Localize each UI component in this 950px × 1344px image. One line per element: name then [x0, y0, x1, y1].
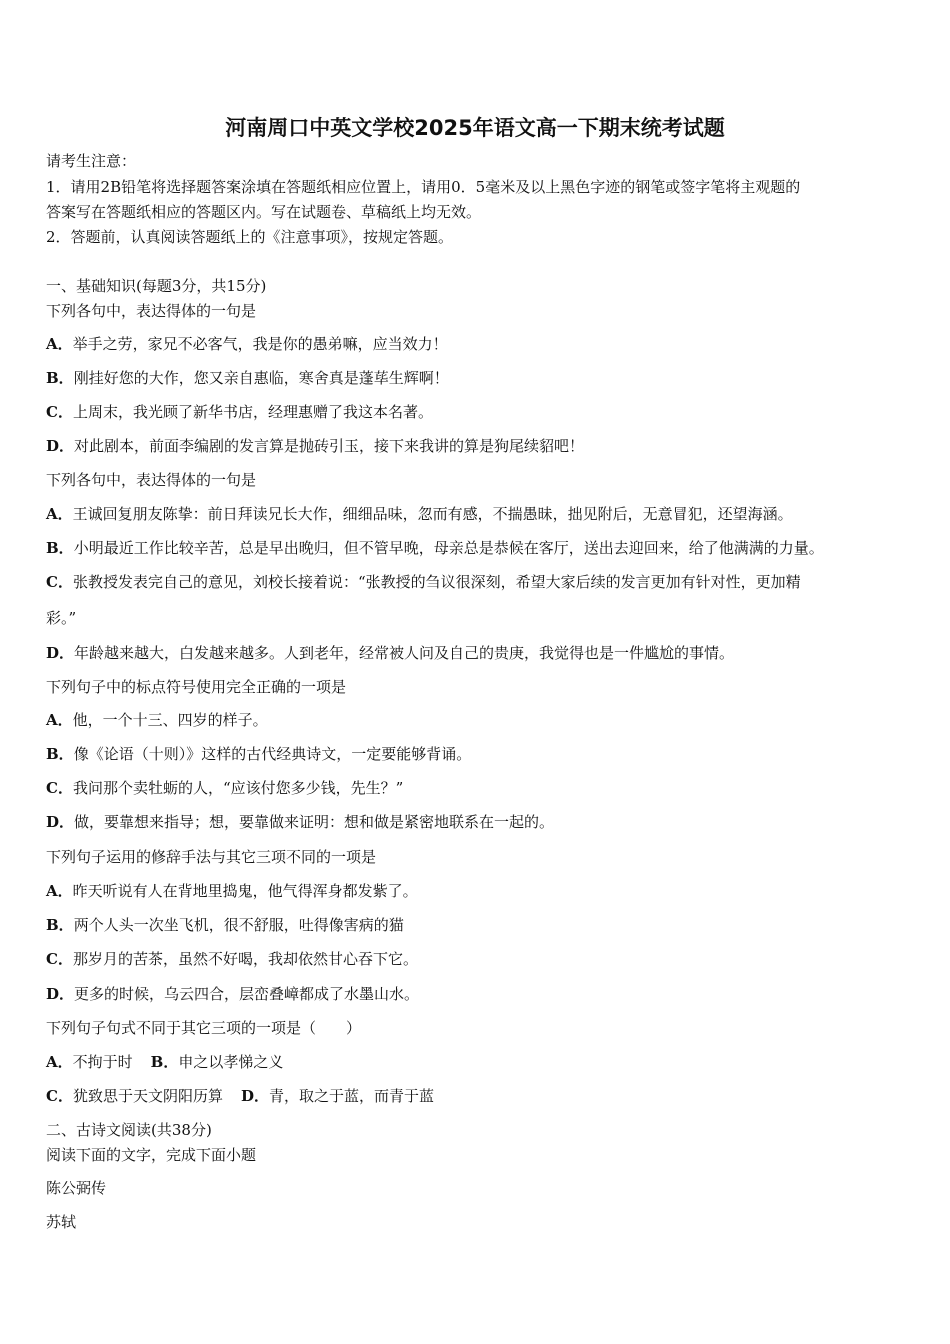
option-letter: A． — [46, 1053, 73, 1071]
question-1-stem: 下列各句中，表达得体的一句是 — [46, 302, 257, 320]
section-1-heading: 一、基础知识(每题3分，共15分) — [46, 277, 267, 295]
question-4-option-a — [46, 881, 418, 901]
option-letter: A． — [46, 335, 73, 353]
option-text: 昨天听说有人在背地里捣鬼，他气得浑身都发紫了。 — [72, 882, 418, 900]
option-letter: B． — [46, 916, 74, 934]
article-title: 陈公弼传 — [46, 1179, 107, 1197]
question-1-option-a — [46, 334, 448, 354]
option-text: 那岁月的苦茶，虽然不好喝，我却依然甘心吞下它。 — [72, 950, 418, 968]
option-text: 青，取之于蓝，而青于蓝 — [268, 1087, 434, 1105]
page-title: 河南周口中英文学校2025年语文高一下期末统考试题 — [225, 116, 725, 140]
option-letter: D． — [46, 644, 75, 662]
option-text: 申之以孝悌之义 — [178, 1053, 284, 1071]
option-letter: C． — [46, 573, 73, 591]
option-text: 举手之劳，家兄不必客气，我是你的愚弟嘛，应当效力！ — [72, 335, 448, 353]
option-letter: D． — [46, 813, 75, 831]
question-2-option-b — [46, 538, 824, 558]
question-2-stem: 下列各句中，表达得体的一句是 — [46, 471, 257, 489]
notice-item-1-line-1: 1．请用2B铅笔将选择题答案涂填在答题纸相应位置上，请用0．5毫米及以上黑色字迹的钢笔或签字笔将主观题的 — [46, 178, 801, 196]
question-3-option-a — [46, 710, 268, 730]
question-3-option-b — [46, 744, 471, 764]
question-5-stem: 下列句子句式不同于其它三项的一项是（ ） — [46, 1019, 362, 1037]
option-text: 像《论语（十则）》这样的古代经典诗文，一定要能够背诵。 — [73, 745, 472, 763]
option-text: 上周末，我光顾了新华书店，经理惠赠了我这本名著。 — [72, 403, 433, 421]
option-letter: A． — [46, 882, 73, 900]
option-text: 王诚回复朋友陈挚：前日拜读兄长大作，细细品味，忽而有感，不揣愚昧，拙见附后，无意冒犯，还望海涵。 — [72, 505, 793, 523]
notice-item-2: 2．答题前，认真阅读答题纸上的《注意事项》，按规定答题。 — [46, 228, 454, 246]
option-letter: D． — [46, 437, 75, 455]
question-4-option-c — [46, 949, 418, 969]
question-2-option-a — [46, 504, 793, 524]
option-letter: B． — [46, 745, 74, 763]
option-text: 不拘于时 — [72, 1053, 133, 1071]
option-letter: B． — [46, 369, 74, 387]
option-text: 对此剧本，前面李编剧的发言算是抛砖引玉，接下来我讲的算是狗尾续貂吧！ — [74, 437, 585, 455]
section-2-heading: 二、古诗文阅读(共38分) — [46, 1121, 212, 1139]
question-2-option-d — [46, 643, 734, 663]
question-2-option-c — [46, 572, 801, 592]
option-letter: A． — [46, 505, 73, 523]
option-text: 两个人头一次坐飞机，很不舒服，吐得像害病的猫 — [73, 916, 404, 934]
option-text: 我问那个卖牡蛎的人，“应该付您多少钱，先生？” — [72, 779, 404, 797]
question-1-option-c — [46, 402, 433, 422]
notice-item-1-line-2: 答案写在答题纸相应的答题区内。写在试题卷、草稿纸上均无效。 — [46, 203, 482, 221]
question-5-options-cd — [46, 1086, 434, 1106]
option-letter: C． — [46, 779, 73, 797]
reading-instruction: 阅读下面的文字，完成下面小题 — [46, 1146, 257, 1164]
question-1-option-b — [46, 368, 449, 388]
option-text: 他，一个十三、四岁的样子。 — [72, 711, 268, 729]
question-1-option-d — [46, 436, 584, 456]
option-letter: D． — [240, 1087, 269, 1105]
option-letter: B． — [150, 1053, 179, 1071]
question-4-stem: 下列句子运用的修辞手法与其它三项不同的一项是 — [46, 848, 377, 866]
option-letter: B． — [46, 539, 74, 557]
question-4-option-b — [46, 915, 404, 935]
question-2-option-c-continued: 彩。” — [46, 609, 77, 627]
question-3-option-d — [46, 812, 554, 832]
option-text: 做，要靠想来指导；想，要靠做来证明：想和做是紧密地联系在一起的。 — [74, 813, 555, 831]
question-3-option-c — [46, 778, 403, 798]
question-5-options-ab — [46, 1052, 283, 1072]
option-letter: C． — [46, 1087, 73, 1105]
article-author: 苏轼 — [46, 1213, 77, 1231]
option-letter: C． — [46, 403, 73, 421]
notice-heading: 请考生注意： — [46, 152, 137, 170]
option-text: 年龄越来越大，白发越来越多。人到老年，经常被人问及自己的贵庚，我觉得也是一件尴尬的事情。 — [74, 644, 735, 662]
option-letter: C． — [46, 950, 73, 968]
option-text: 犹致思于天文阴阳历算 — [72, 1087, 223, 1105]
question-3-stem: 下列句子中的标点符号使用完全正确的一项是 — [46, 678, 347, 696]
option-letter: A． — [46, 711, 73, 729]
option-text: 小明最近工作比较辛苦，总是早出晚归，但不管早晚，母亲总是恭候在客厅，送出去迎回来，给了他满满的力量。 — [73, 539, 824, 557]
option-text: 更多的时候，乌云四合，层峦叠嶂都成了水墨山水。 — [74, 985, 420, 1003]
option-text: 刚挂好您的大作，您又亲自惠临，寒舍真是蓬荜生辉啊！ — [73, 369, 449, 387]
option-letter: D． — [46, 985, 75, 1003]
question-4-option-d — [46, 984, 419, 1004]
option-text: 张教授发表完自己的意见，刘校长接着说：“张教授的刍议很深刻，希望大家后续的发言更加有针对性，更加精 — [72, 573, 801, 591]
